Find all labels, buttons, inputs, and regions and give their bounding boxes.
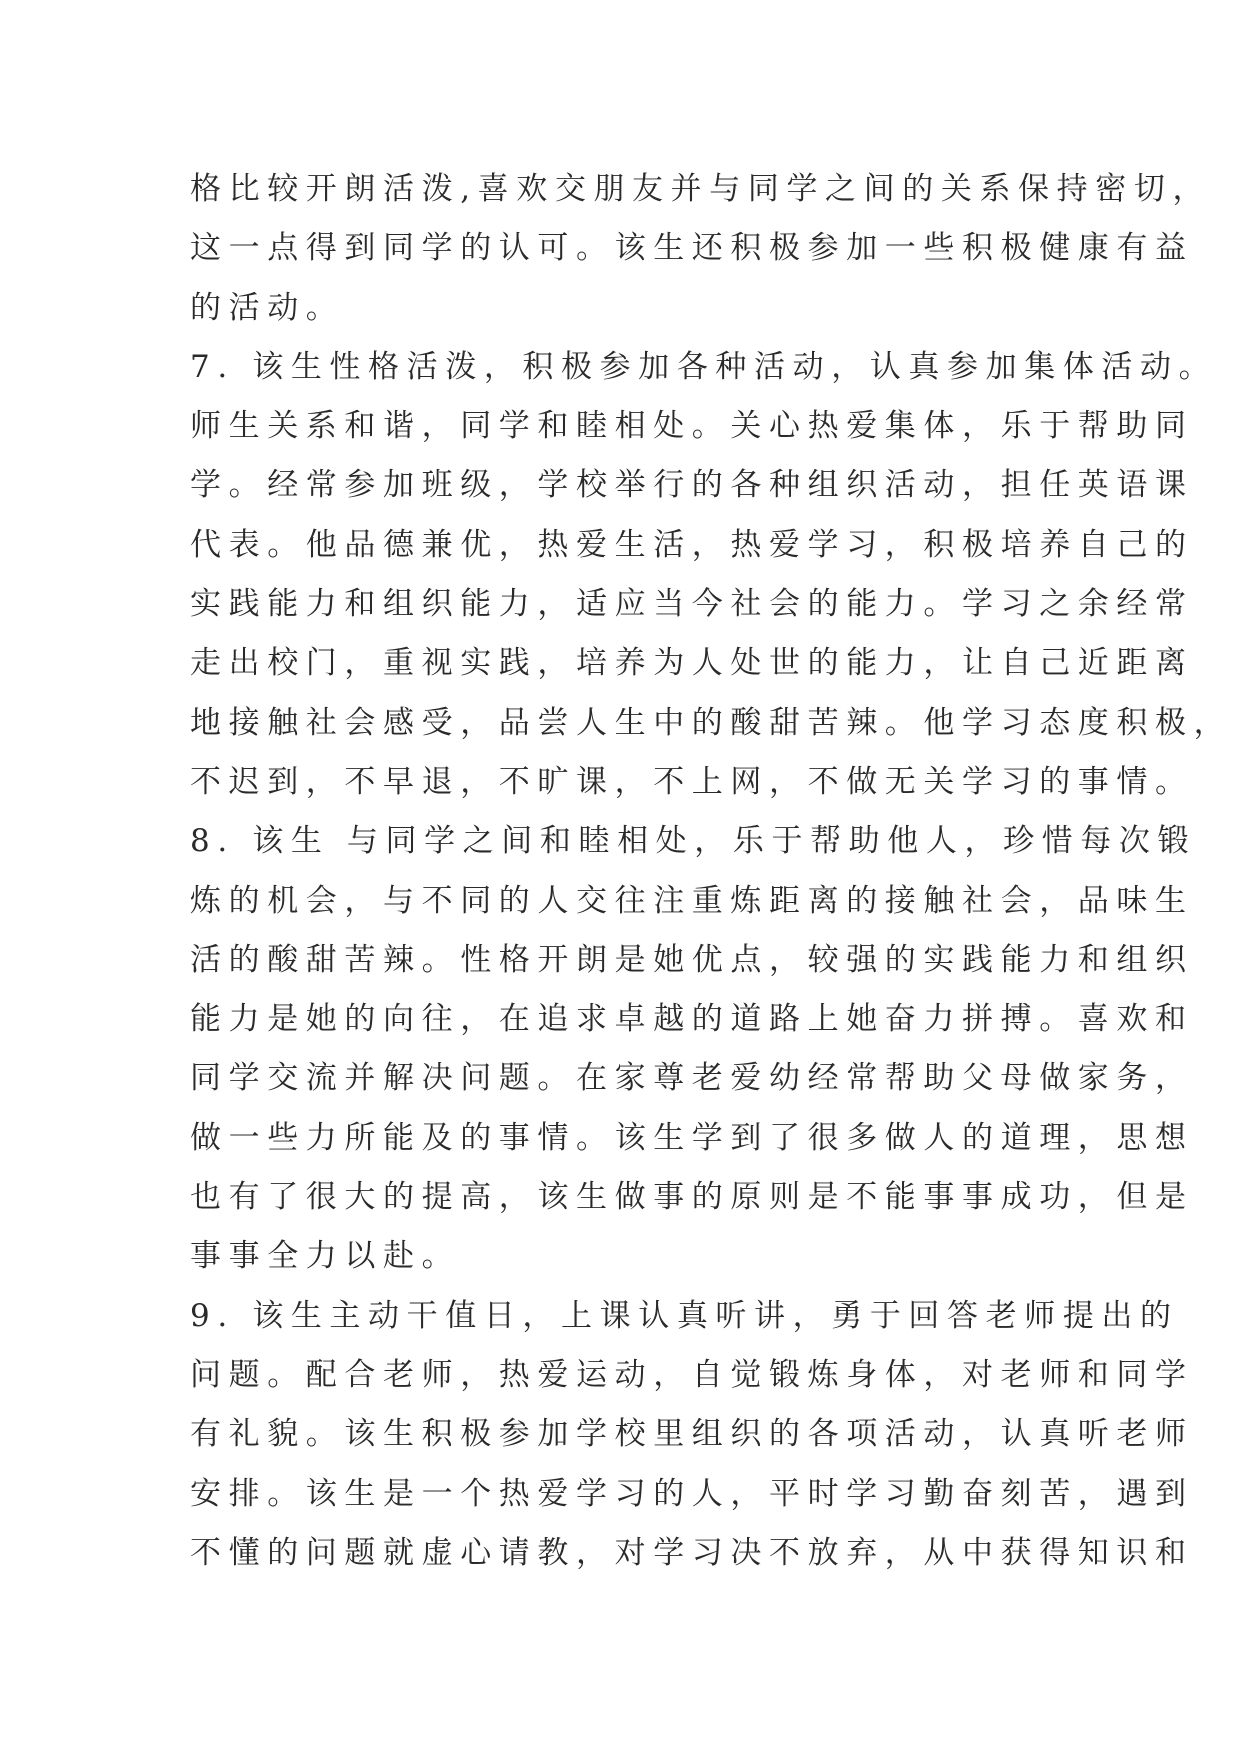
text-line: 走出校门，重视实践，培养为人处世的能力，让自己近距离 bbox=[190, 645, 1194, 682]
text-line: 问题。配合老师，热爱运动，自觉锻炼身体，对老师和同学 bbox=[190, 1356, 1194, 1393]
text-line-item-7: 7. 该生性格活泼，积极参加各种活动，认真参加集体活动。 bbox=[190, 348, 1218, 385]
text-line: 代表。他品德兼优，热爱生活，热爱学习，积极培养自己的 bbox=[190, 526, 1194, 563]
text-line: 事事全力以赴。 bbox=[190, 1238, 461, 1275]
text-line: 学。经常参加班级，学校举行的各种组织活动，担任英语课 bbox=[190, 467, 1194, 504]
text-line: 炼的机会，与不同的人交往注重炼距离的接触社会，品味生 bbox=[190, 882, 1194, 919]
text-line: 实践能力和组织能力，适应当今社会的能力。学习之余经常 bbox=[190, 586, 1194, 623]
text-line: 地接触社会感受，品尝人生中的酸甜苦辣。他学习态度积极， bbox=[190, 704, 1233, 741]
text-line: 师生关系和谐，同学和睦相处。关心热爱集体，乐于帮助同 bbox=[190, 408, 1194, 445]
text-line: 也有了很大的提高，该生做事的原则是不能事事成功，但是 bbox=[190, 1179, 1194, 1216]
text-line: 有礼貌。该生积极参加学校里组织的各项活动，认真听老师 bbox=[190, 1416, 1194, 1453]
text-line: 的活动。 bbox=[190, 289, 345, 326]
text-line-item-8: 8. 该生 与同学之间和睦相处，乐于帮助他人，珍惜每次锻 bbox=[190, 823, 1197, 860]
text-line: 这一点得到同学的认可。该生还积极参加一些积极健康有益 bbox=[190, 230, 1194, 267]
text-line: 格比较开朗活泼,喜欢交朋友并与同学之间的关系保持密切， bbox=[190, 171, 1212, 207]
text-line: 做一些力所能及的事情。该生学到了很多做人的道理，思想 bbox=[190, 1119, 1194, 1156]
text-line: 同学交流并解决问题。在家尊老爱幼经常帮助父母做家务， bbox=[190, 1060, 1194, 1097]
text-line: 能力是她的向往，在追求卓越的道路上她奋力拼搏。喜欢和 bbox=[190, 1001, 1194, 1038]
text-line: 不迟到，不早退，不旷课，不上网，不做无关学习的事情。 bbox=[190, 763, 1194, 800]
text-line: 不懂的问题就虚心请教，对学习决不放弃，从中获得知识和 bbox=[190, 1534, 1194, 1571]
text-line: 安排。该生是一个热爱学习的人，平时学习勤奋刻苦，遇到 bbox=[190, 1475, 1194, 1512]
text-line: 活的酸甜苦辣。性格开朗是她优点，较强的实践能力和组织 bbox=[190, 941, 1194, 978]
text-line-item-9: 9. 该生主动干值日，上课认真听讲，勇于回答老师提出的 bbox=[190, 1297, 1179, 1334]
document-text-body bbox=[190, 160, 1233, 1583]
